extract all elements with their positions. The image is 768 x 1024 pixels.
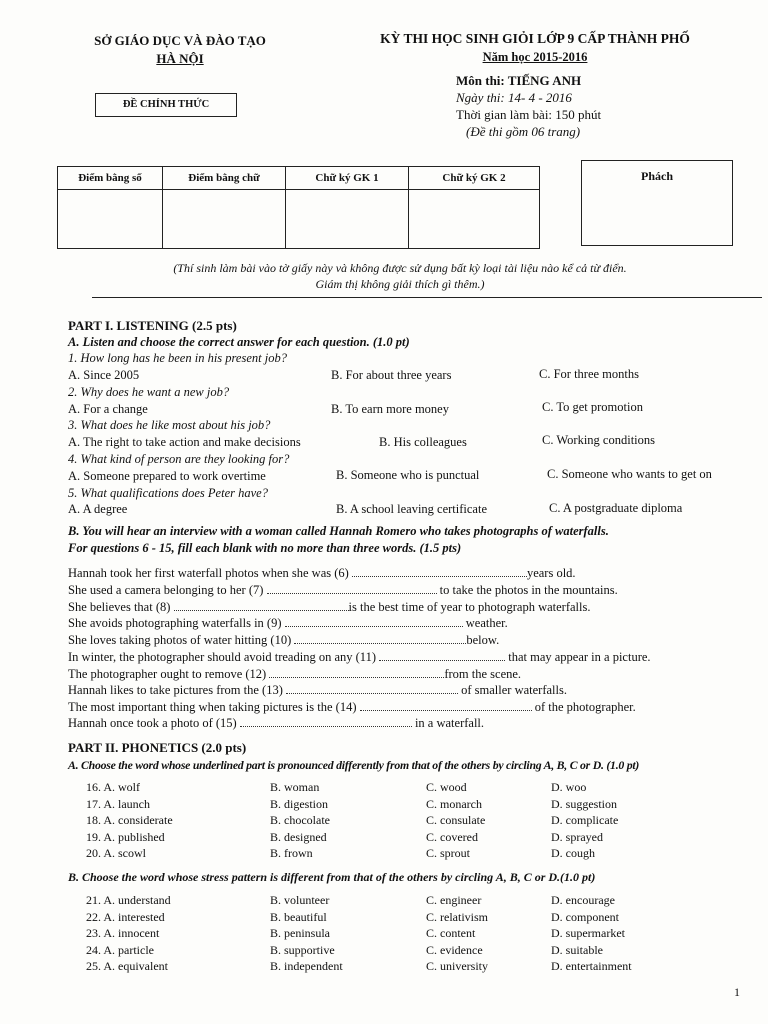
- part1-section-b: B. You will hear an interview with a woman called Hannah Romero who takes photographs of waterfalls.: [68, 524, 609, 538]
- fill-text: from the scene.: [444, 667, 522, 681]
- fill-text: in a waterfall.: [411, 716, 485, 730]
- fill-item-13: [68, 682, 567, 698]
- score-table: [57, 166, 540, 249]
- option-c: C. To get promotion: [542, 400, 643, 414]
- question-text: 3. What does he like most about his job?: [68, 418, 271, 432]
- score-header-sig1: Chữ ký GK 1: [286, 167, 409, 190]
- fill-item-14: [68, 699, 636, 715]
- choice-b[interactable]: B. designed: [270, 829, 327, 844]
- fill-text: She avoids photographing waterfalls in (9): [68, 616, 285, 630]
- fill-item-11: [68, 649, 651, 665]
- choice-c[interactable]: C. consulate: [426, 813, 486, 827]
- fill-item-6: [68, 565, 576, 581]
- fill-item-9: [68, 615, 508, 631]
- choice-a[interactable]: 25. A. equivalent: [86, 959, 168, 973]
- choice-c[interactable]: C. evidence: [426, 942, 483, 957]
- fill-text: She used a camera belonging to her (7): [68, 583, 267, 597]
- choice-a[interactable]: 19. A. published: [86, 829, 165, 844]
- choice-a[interactable]: 17. A. launch: [86, 796, 150, 811]
- fill-text: below.: [466, 633, 500, 647]
- choice-a[interactable]: 20. A. scowl: [86, 846, 146, 860]
- option-a: A. The right to take action and make decisions: [68, 435, 301, 449]
- choice-b[interactable]: B. chocolate: [270, 813, 330, 827]
- answer-blank[interactable]: [285, 615, 463, 627]
- exam-title: KỲ THI HỌC SINH GIỎI LỚP 9 CẤP THÀNH PHỐ: [380, 31, 690, 46]
- answer-blank[interactable]: [269, 666, 444, 678]
- fill-item-10: [68, 632, 499, 648]
- answer-blank[interactable]: [352, 565, 527, 577]
- part1-section-a: A. Listen and choose the correct answer for each question. (1.0 pt): [68, 335, 410, 349]
- part1-section-b-instruction: For questions 6 - 15, fill each blank with no more than three words. (1.5 pts): [68, 541, 462, 555]
- fill-text: of smaller waterfalls.: [458, 683, 567, 697]
- choice-c[interactable]: C. content: [426, 926, 476, 940]
- option-c: C. Working conditions: [542, 433, 656, 447]
- question-text: 5. What qualifications does Peter have?: [68, 486, 268, 500]
- choice-a[interactable]: 21. A. understand: [86, 893, 171, 907]
- choice-d[interactable]: D. suggestion: [551, 796, 617, 811]
- option-a: A. Since 2005: [68, 368, 140, 382]
- answer-blank[interactable]: [360, 699, 532, 711]
- exam-subject: Môn thi: TIẾNG ANH: [456, 73, 582, 88]
- fill-item-7: [68, 582, 618, 598]
- option-b: B. For about three years: [331, 368, 452, 382]
- option-c: C. Someone who wants to get on: [547, 467, 712, 481]
- choice-b[interactable]: B. supportive: [270, 942, 335, 957]
- instruction-line: Giám thị không giải thích gì thêm.): [315, 277, 485, 291]
- answer-blank[interactable]: [174, 599, 349, 611]
- choice-b[interactable]: B. volunteer: [270, 893, 330, 907]
- divider: [92, 297, 762, 298]
- score-cell: [58, 190, 163, 249]
- choice-c[interactable]: C. engineer: [426, 893, 482, 907]
- choice-d[interactable]: D. cough: [551, 846, 595, 860]
- score-cell: [163, 190, 286, 249]
- choice-d[interactable]: D. component: [551, 909, 619, 924]
- part2-section-a: A. Choose the word whose underlined part is pronounced differently from that of the others by circling A, B, C or D. (1.0 pt): [68, 758, 640, 772]
- fill-text: to take the photos in the mountains.: [436, 583, 618, 597]
- option-c: C. A postgraduate diploma: [549, 501, 683, 515]
- instruction-line: (Thí sinh làm bài vào tờ giấy này và không được sử dụng bất kỳ loại tài liệu nào kể cả từ điển.: [173, 261, 627, 275]
- option-b: B. To earn more money: [331, 402, 449, 416]
- fill-text: Hannah likes to take pictures from the (13): [68, 683, 286, 697]
- fill-text: weather.: [462, 616, 508, 630]
- exam-date: Ngày thi: 14- 4 - 2016: [456, 90, 572, 105]
- fill-text: is the best time of year to photograph waterfalls.: [348, 600, 591, 614]
- answer-blank[interactable]: [240, 715, 412, 727]
- option-a: A. Someone prepared to work overtime: [68, 469, 266, 483]
- page-number: 1: [734, 985, 740, 999]
- choice-c[interactable]: C. university: [426, 959, 488, 973]
- score-cell: [409, 190, 540, 249]
- choice-a[interactable]: 16. A. wolf: [86, 780, 140, 794]
- exam-heading: [330, 30, 740, 66]
- fill-text: that may appear in a picture.: [505, 650, 651, 664]
- answer-blank[interactable]: [267, 582, 437, 594]
- fill-text: The photographer ought to remove (12): [68, 667, 270, 681]
- answer-blank[interactable]: [379, 649, 505, 661]
- choice-a[interactable]: 18. A. considerate: [86, 813, 173, 827]
- choice-b[interactable]: B. woman: [270, 780, 320, 794]
- question-text: 1. How long has he been in his present job?: [68, 351, 287, 365]
- choice-d[interactable]: D. woo: [551, 780, 587, 794]
- score-header-number: Điểm bằng số: [58, 167, 163, 190]
- choice-c[interactable]: C. sprout: [426, 846, 471, 860]
- choice-c[interactable]: C. relativism: [426, 909, 488, 924]
- fill-item-12: [68, 666, 521, 682]
- choice-b[interactable]: B. peninsula: [270, 926, 330, 940]
- score-header-sig2: Chữ ký GK 2: [409, 167, 540, 190]
- answer-blank[interactable]: [294, 632, 466, 644]
- choice-c[interactable]: C. covered: [426, 829, 478, 844]
- choice-a[interactable]: 22. A. interested: [86, 909, 165, 924]
- choice-d[interactable]: D. supermarket: [551, 926, 625, 940]
- fill-text: years old.: [526, 566, 576, 580]
- choice-b[interactable]: B. independent: [270, 959, 343, 973]
- fill-item-15: [68, 715, 484, 731]
- choice-c[interactable]: C. wood: [426, 780, 467, 794]
- exam-duration: Thời gian làm bài: 150 phút: [456, 107, 602, 122]
- exam-pages: (Đề thi gồm 06 trang): [466, 124, 581, 139]
- fill-text: of the photographer.: [531, 700, 636, 714]
- score-header-words: Điểm bằng chữ: [163, 167, 286, 190]
- choice-c[interactable]: C. monarch: [426, 796, 482, 811]
- fill-text: Hannah took her first waterfall photos when she was (6): [68, 566, 352, 580]
- exam-info: [456, 72, 601, 140]
- phach-box: [581, 160, 733, 246]
- fill-text: She believes that (8): [68, 600, 174, 614]
- choice-d[interactable]: D. sprayed: [551, 829, 603, 844]
- part1-title: PART I. LISTENING (2.5 pts): [68, 318, 237, 333]
- score-cell: [286, 190, 409, 249]
- phach-label: Phách: [640, 169, 673, 183]
- part2-title: PART II. PHONETICS (2.0 pts): [68, 740, 247, 755]
- department-city: HÀ NỘI: [156, 51, 204, 66]
- option-b: B. A school leaving certificate: [336, 502, 487, 516]
- question-text: 2. Why does he want a new job?: [68, 385, 230, 399]
- option-a: A. For a change: [68, 402, 148, 416]
- exam-instructions: [90, 260, 710, 292]
- department-heading: [60, 32, 300, 68]
- choice-d[interactable]: D. encourage: [551, 893, 615, 907]
- fill-text: She loves taking photos of water hitting (10): [68, 633, 295, 647]
- fill-text: The most important thing when taking pictures is the (14): [68, 700, 360, 714]
- option-c: C. For three months: [539, 367, 639, 381]
- choice-a[interactable]: 24. A. particle: [86, 942, 154, 957]
- fill-text: In winter, the photographer should avoid treading on any (11): [68, 650, 380, 664]
- option-b: B. Someone who is punctual: [336, 468, 480, 482]
- choice-d[interactable]: D. suitable: [551, 942, 603, 957]
- option-b: B. His colleagues: [379, 435, 467, 449]
- choice-d[interactable]: D. complicate: [551, 813, 619, 827]
- choice-b[interactable]: B. frown: [270, 846, 313, 860]
- choice-d[interactable]: D. entertainment: [551, 959, 632, 973]
- choice-a[interactable]: 23. A. innocent: [86, 926, 160, 940]
- choice-b[interactable]: B. beautiful: [270, 909, 327, 924]
- department-name: SỞ GIÁO DỤC VÀ ĐÀO TẠO: [94, 33, 266, 48]
- choice-b[interactable]: B. digestion: [270, 796, 329, 811]
- school-year: Năm học 2015-2016: [482, 50, 588, 64]
- option-a: A. A degree: [68, 502, 128, 516]
- fill-text: Hannah once took a photo of (15): [68, 716, 240, 730]
- question-text: 4. What kind of person are they looking for?: [68, 452, 290, 466]
- part2-section-b: B. Choose the word whose stress pattern is different from that of the others by circling A, B, C or D.(1.0 pt): [68, 870, 596, 884]
- fill-item-8: [68, 599, 590, 615]
- answer-blank[interactable]: [286, 682, 458, 694]
- official-exam-stamp: ĐỀ CHÍNH THỨC: [95, 93, 237, 117]
